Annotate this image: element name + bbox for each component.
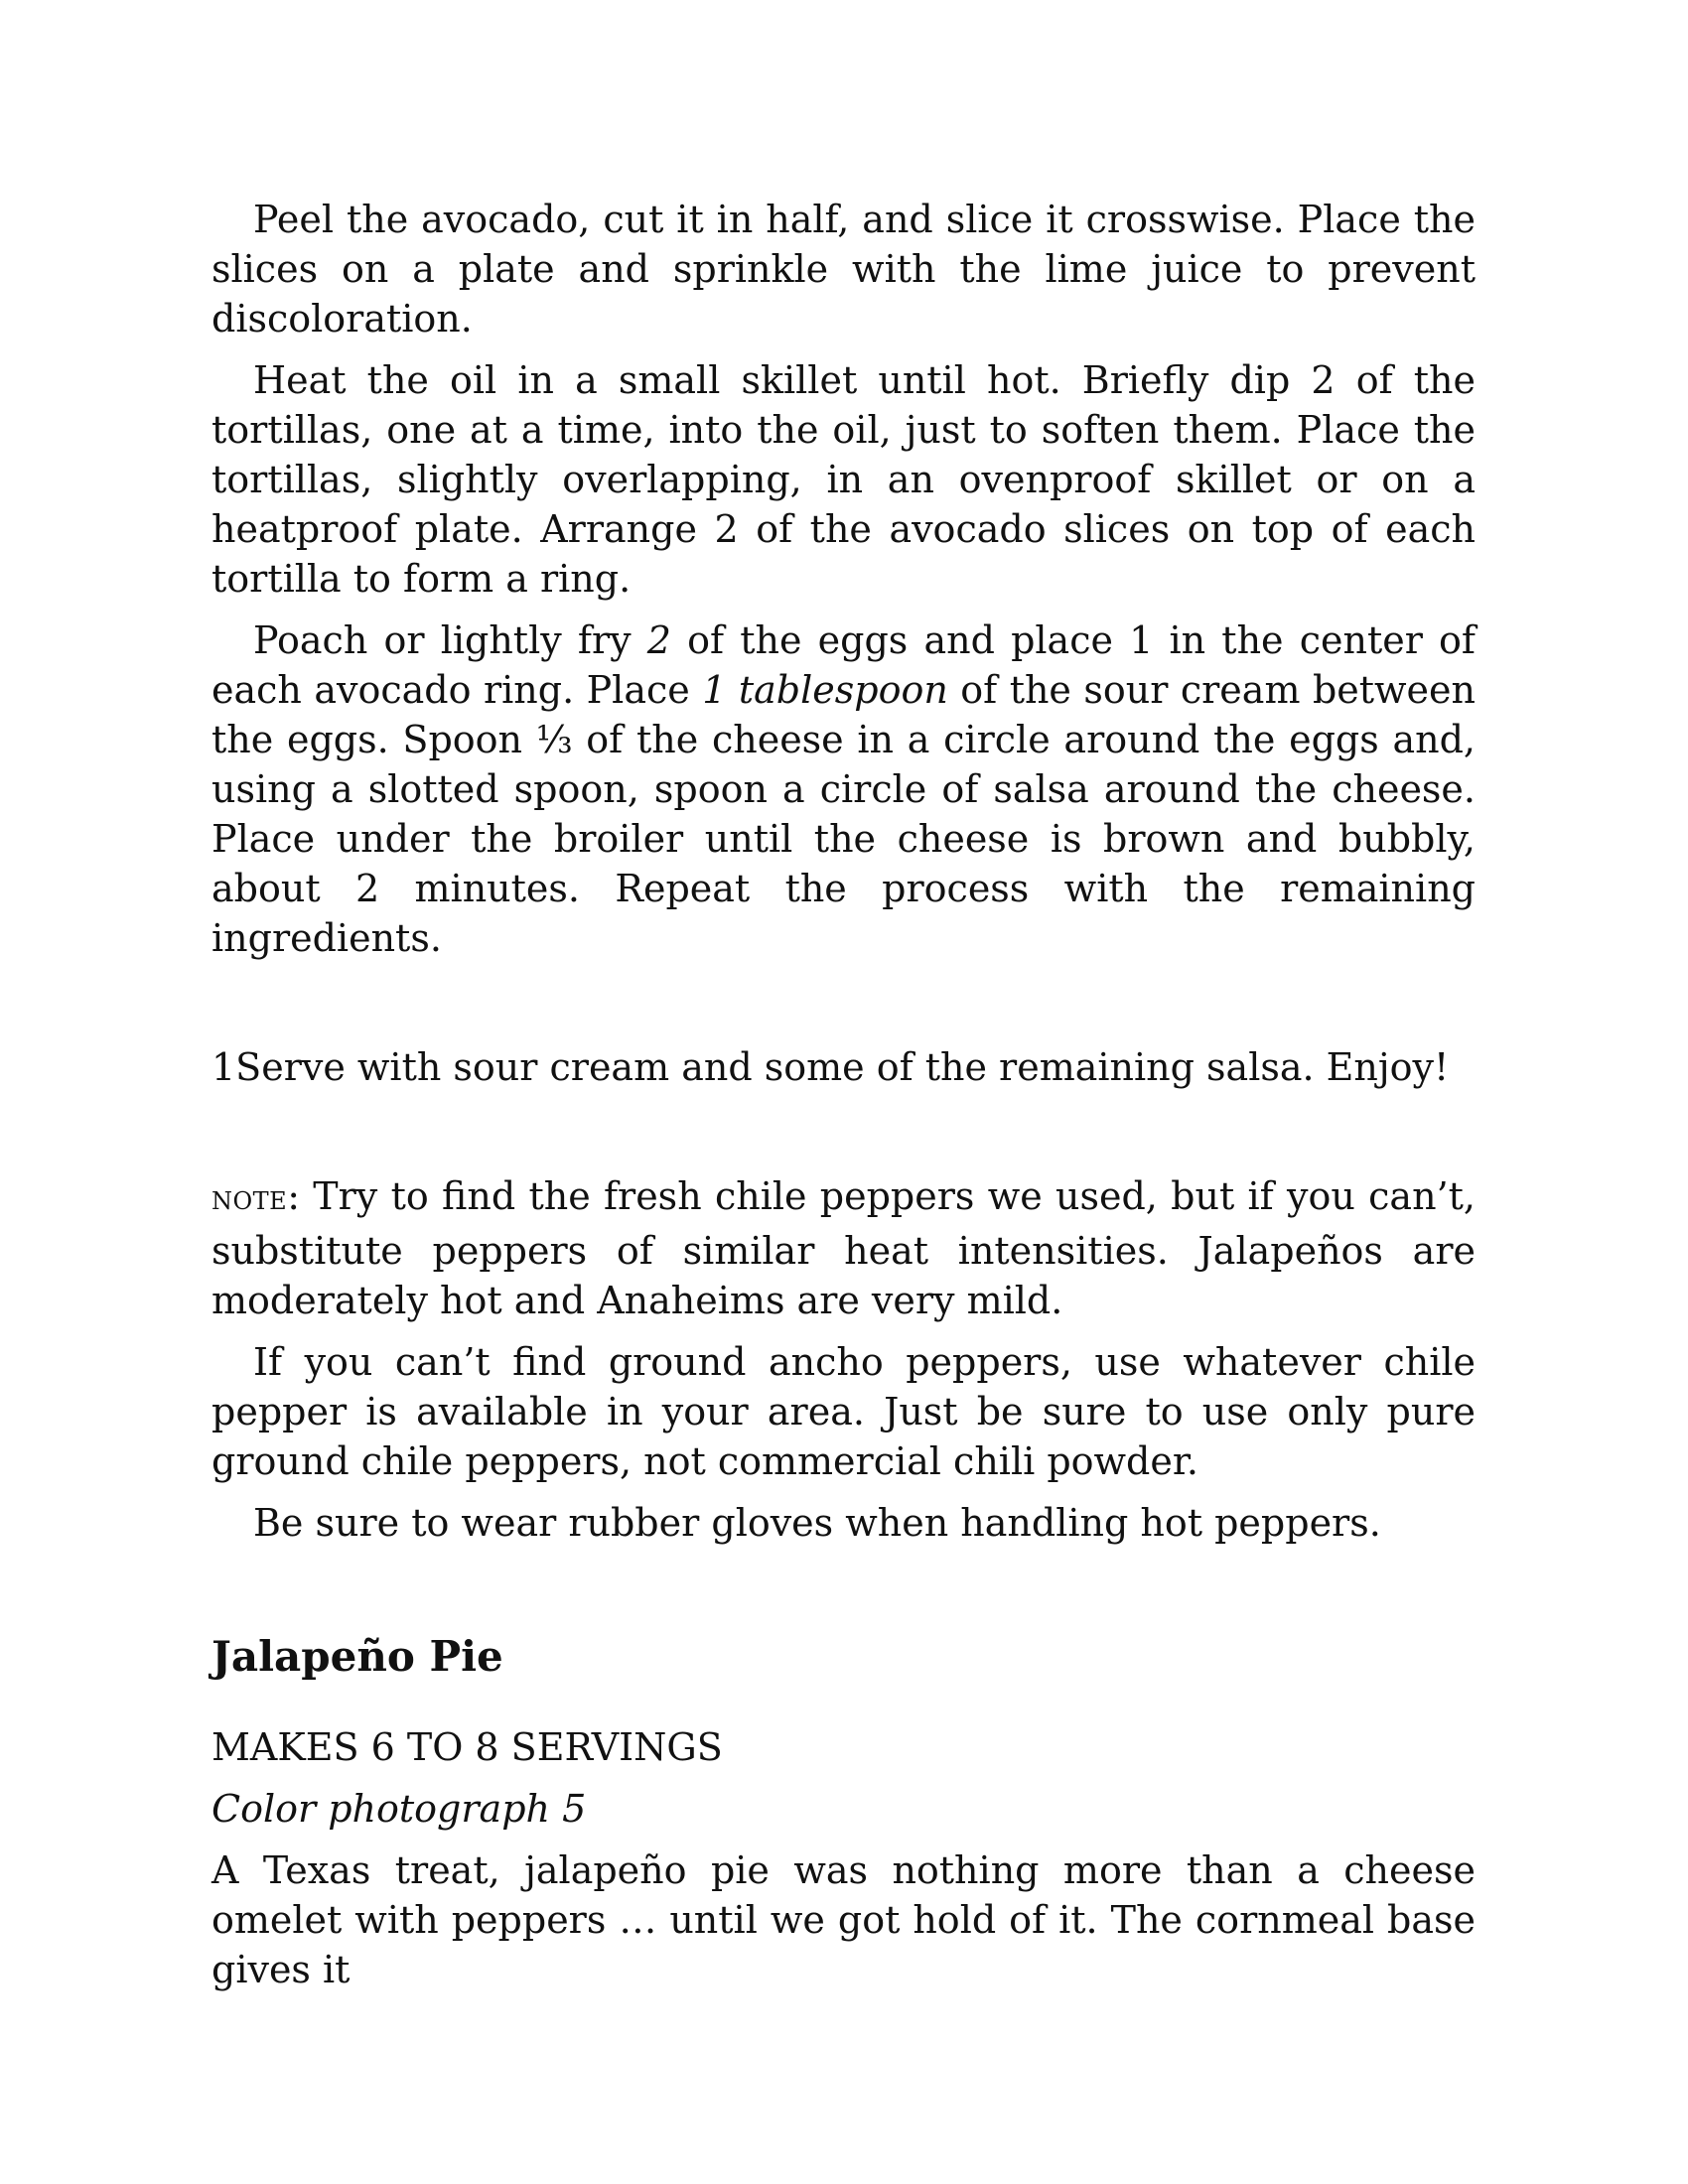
page-content: [211, 195, 1476, 1994]
recipe-photo-reference: Color photograph 5: [211, 1787, 587, 1831]
text-run: of the eggs and place 1 in the center of each avocado ring. Place: [211, 618, 1476, 712]
note-text: : Try to find the fresh chile peppers we used, but if you can’t, substitute peppers of similar heat intensities. Jalapeños are moderately hot and Anaheims are very mild.: [211, 1174, 1476, 1322]
note-paragraph-ancho: If you can’t find ground ancho peppers, use whatever chile pepper is available in your area. Just be sure to use only pure ground chile peppers, not commercial chili powder.: [211, 1340, 1476, 1483]
serve-paragraph: 1Serve with sour cream and some of the remaining salsa. Enjoy!: [211, 1045, 1450, 1089]
note-label: NOTE: [211, 1187, 288, 1215]
instruction-paragraph-tortillas: Heat the oil in a small skillet until hot. Briefly dip 2 of the tortillas, one at a time, into the oil, just to soften them. Place the tortillas, slightly overlapping, in an ovenproof skillet or on a heatproof plate. Arrange 2 of the avocado slices on top of each tortilla to form a ring.: [211, 358, 1476, 601]
italic-run: 1 tablespoon: [702, 668, 948, 712]
instruction-paragraph-eggs: [211, 615, 1476, 963]
recipe-yield: MAKES 6 TO 8 SERVINGS: [211, 1725, 723, 1769]
note-paragraph-gloves: Be sure to wear rubber gloves when handling hot peppers.: [253, 1501, 1381, 1545]
recipe-title: Jalapeño Pie: [211, 1632, 503, 1681]
note-paragraph: [211, 1171, 1476, 1325]
text-run: of the sour cream between the eggs. Spoon ⅓ of the cheese in a circle around the eggs and, using a slotted spoon, spoon a circle of salsa around the cheese. Place under the broiler until the cheese is brown and bubbly, about 2 minutes. Repeat the process with the remaining ingredients.: [211, 668, 1476, 960]
recipe-intro: A Texas treat, jalapeño pie was nothing more than a cheese omelet with peppers … until we got hold of it. The cornmeal base gives it: [211, 1848, 1476, 1991]
instruction-paragraph-avocado: Peel the avocado, cut it in half, and slice it crosswise. Place the slices on a plate and sprinkle with the lime juice to prevent discoloration.: [211, 198, 1476, 341]
italic-run: 2: [646, 618, 671, 662]
text-run: Poach or lightly fry: [253, 618, 647, 662]
